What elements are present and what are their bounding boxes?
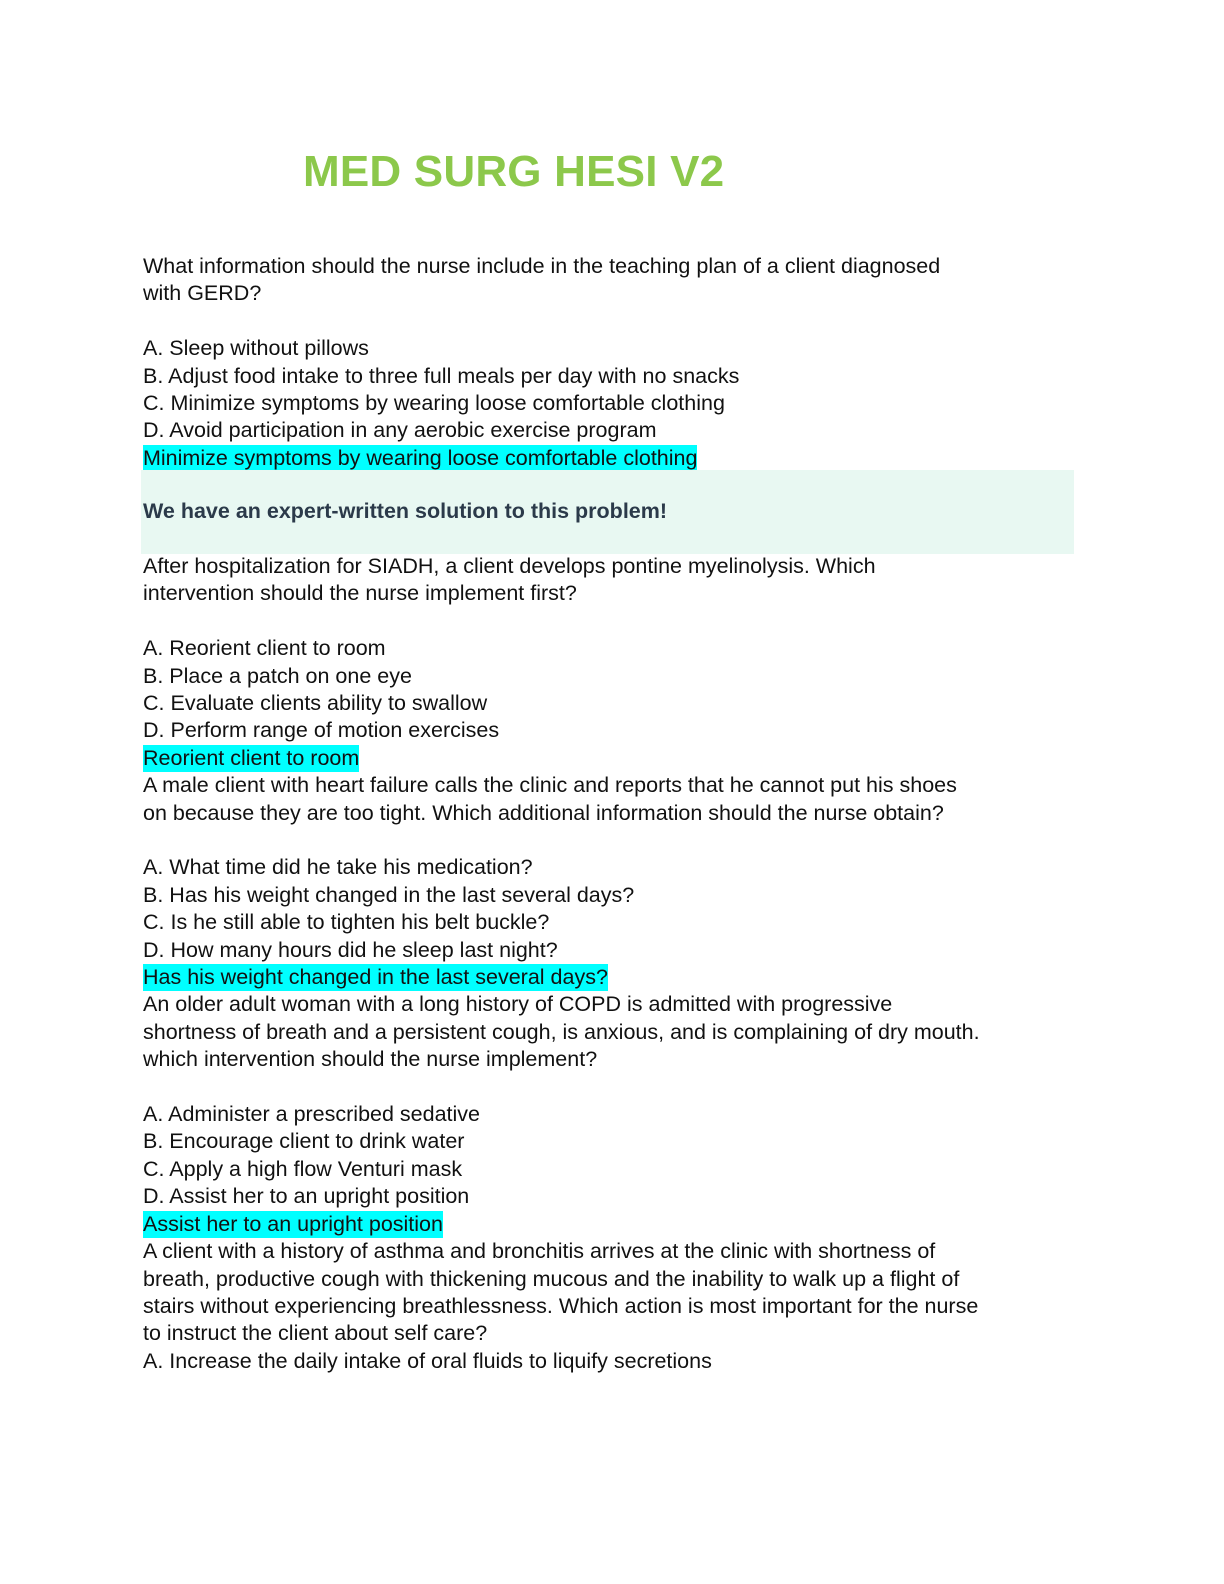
option-d: D. Assist her to an upright position (143, 1184, 470, 1209)
option-a: A. Administer a prescribed sedative (143, 1102, 480, 1127)
question-stem-line: which intervention should the nurse implement? (143, 1047, 598, 1072)
document-title: MED SURG HESI V2 (303, 147, 725, 196)
question-stem-line: An older adult woman with a long history of COPD is admitted with progressive (143, 992, 893, 1017)
question-stem-line: What information should the nurse include in the teaching plan of a client diagnosed (143, 254, 941, 278)
question-stem-line: A male client with heart failure calls the clinic and reports that he cannot put his shoes (143, 773, 957, 798)
question-stem-line: A client with a history of asthma and bronchitis arrives at the clinic with shortness of (143, 1239, 936, 1264)
highlighted-answer: Has his weight changed in the last several days? (143, 964, 608, 991)
option-d: D. Avoid participation in any aerobic exercise program (143, 418, 657, 443)
option-d: D. Perform range of motion exercises (143, 718, 500, 743)
question-stem-line: stairs without experiencing breathlessness. Which action is most important for the nurse (143, 1293, 979, 1318)
question-stem-line: After hospitalization for SIADH, a client develops pontine myelinolysis. Which (143, 554, 876, 578)
question-1 (143, 253, 1083, 472)
option-c: C. Apply a high flow Venturi mask (143, 1156, 463, 1181)
highlighted-answer: Minimize symptoms by wearing loose comfortable clothing (143, 445, 697, 472)
question-stem-line: with GERD? (143, 281, 262, 306)
question-stem-line: shortness of breath and a persistent cough, is anxious, and is complaining of dry mouth. (143, 1019, 980, 1044)
option-c: C. Is he still able to tighten his belt buckle? (143, 910, 550, 935)
option-b: B. Place a patch on one eye (143, 663, 412, 688)
option-a: A. What time did he take his medication? (143, 855, 533, 880)
highlighted-answer: Reorient client to room (143, 745, 359, 772)
option-a: A. Sleep without pillows (143, 336, 369, 361)
question-stem-line: to instruct the client about self care? (143, 1321, 488, 1346)
option-b: B. Has his weight changed in the last several days? (143, 882, 635, 907)
question-stem-line: intervention should the nurse implement first? (143, 581, 577, 606)
question-stem-line: on because they are too tight. Which additional information should the nurse obtain? (143, 800, 944, 825)
option-c: C. Minimize symptoms by wearing loose comfortable clothing (143, 391, 725, 416)
questions-continued (143, 553, 1083, 1375)
highlighted-answer: Assist her to an upright position (143, 1211, 443, 1238)
option-b: B. Adjust food intake to three full meals per day with no snacks (143, 363, 740, 388)
option-a: A. Increase the daily intake of oral fluids to liquify secretions (143, 1348, 712, 1373)
option-c: C. Evaluate clients ability to swallow (143, 691, 488, 716)
option-a: A. Reorient client to room (143, 636, 386, 661)
question-stem-line: breath, productive cough with thickening mucous and the inability to walk up a flight of (143, 1266, 960, 1291)
option-b: B. Encourage client to drink water (143, 1129, 465, 1154)
solution-banner-text[interactable]: We have an expert-written solution to this problem! (143, 499, 668, 523)
option-d: D. How many hours did he sleep last night? (143, 937, 558, 962)
